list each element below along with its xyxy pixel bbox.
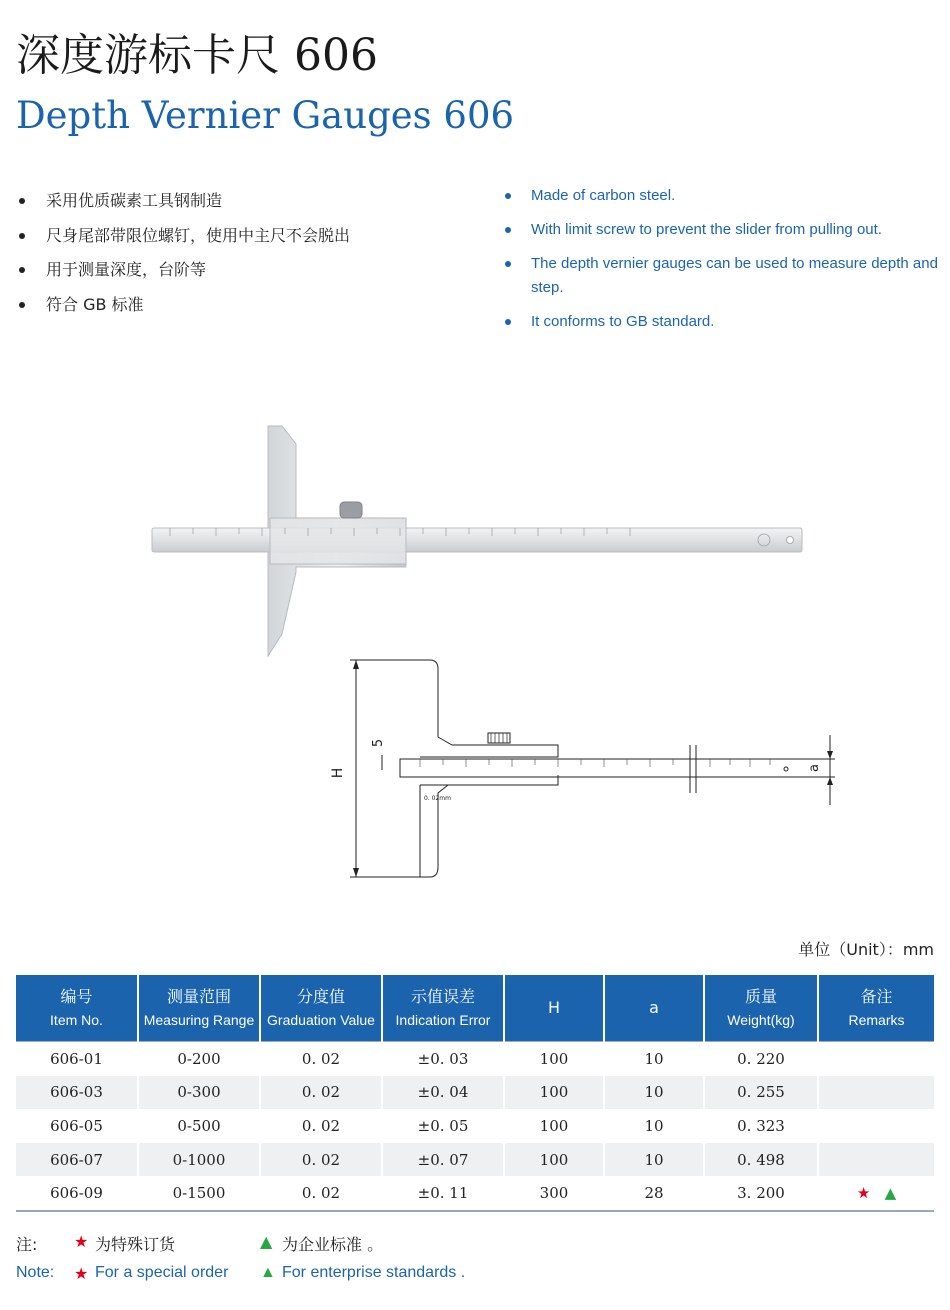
drawing-label-5: 5 <box>371 738 386 748</box>
cell-error: ±0. 11 <box>382 1176 504 1211</box>
cell-h: 100 <box>504 1076 604 1110</box>
drawing-label-h: H <box>330 767 346 779</box>
page-title-cn: 深度游标卡尺 606 <box>16 30 378 81</box>
note-cn-label: 注: <box>16 1235 38 1254</box>
cell-h: 100 <box>504 1042 604 1076</box>
technical-drawing <box>330 655 850 895</box>
cell-a: 28 <box>604 1176 704 1211</box>
drawing-label-resolution: 0. 02mm <box>424 795 451 802</box>
header-remarks: 备注 Remarks <box>818 975 934 1042</box>
cell-remarks <box>818 1076 934 1110</box>
header-measuring-range: 测量范围 Measuring Range <box>138 975 260 1042</box>
cell-a: 10 <box>604 1076 704 1110</box>
feature-cn-item: 符合 GB 标准 <box>18 288 350 323</box>
spec-table <box>16 975 934 1212</box>
cell-range: 0-1500 <box>138 1176 260 1211</box>
cell-graduation: 0. 02 <box>260 1143 382 1177</box>
table-row <box>16 1143 934 1177</box>
cell-remarks <box>818 1143 934 1177</box>
note-cn-star-text: 为特殊订货 <box>95 1235 176 1254</box>
cell-h: 100 <box>504 1109 604 1143</box>
feature-cn-item: 尺身尾部带限位螺钉，使用中主尺不会脱出 <box>18 219 350 254</box>
product-photo <box>150 422 810 662</box>
header-graduation: 分度值 Graduation Value <box>260 975 382 1042</box>
cell-h: 100 <box>504 1143 604 1177</box>
cell-a: 10 <box>604 1109 704 1143</box>
feature-en-item: With limit screw to prevent the slider from pulling out. <box>503 218 943 242</box>
cell-remarks <box>818 1109 934 1143</box>
note-en-star-text: For a special order <box>95 1264 229 1281</box>
cell-item-no: 606-05 <box>16 1109 138 1143</box>
header-h: H <box>504 975 604 1042</box>
cell-range: 0-300 <box>138 1076 260 1110</box>
cell-weight: 0. 323 <box>704 1109 818 1143</box>
cell-graduation: 0. 02 <box>260 1076 382 1110</box>
header-a: a <box>604 975 704 1042</box>
cell-weight: 0. 255 <box>704 1076 818 1110</box>
table-row <box>16 1109 934 1143</box>
cell-item-no: 606-01 <box>16 1042 138 1076</box>
cell-range: 0-1000 <box>138 1143 260 1177</box>
cell-item-no: 606-03 <box>16 1076 138 1110</box>
table-row <box>16 1042 934 1076</box>
cell-weight: 3. 200 <box>704 1176 818 1211</box>
note-en-star-icon: ★ <box>74 1266 89 1283</box>
cell-a: 10 <box>604 1143 704 1177</box>
note-cn-triangle-icon: ▲ <box>260 1232 273 1251</box>
header-indication-error: 示值误差 Indication Error <box>382 975 504 1042</box>
feature-en-item: It conforms to GB standard. <box>503 310 943 334</box>
note-en-triangle-icon: ▲ <box>260 1264 276 1281</box>
unit-label: 单位（Unit）：mm <box>798 940 934 959</box>
note-en-triangle-text: For enterprise standards . <box>282 1264 466 1281</box>
cell-item-no: 606-07 <box>16 1143 138 1177</box>
cell-a: 10 <box>604 1042 704 1076</box>
cell-graduation: 0. 02 <box>260 1042 382 1076</box>
cell-remarks <box>818 1042 934 1076</box>
header-item-no: 编号 Item No. <box>16 975 138 1042</box>
feature-list-cn <box>18 184 350 322</box>
cell-h: 300 <box>504 1176 604 1211</box>
feature-en-item: The depth vernier gauges can be used to measure depth and step. <box>503 252 943 300</box>
cell-graduation: 0. 02 <box>260 1109 382 1143</box>
drawing-label-a: a <box>807 764 822 772</box>
cell-error: ±0. 05 <box>382 1109 504 1143</box>
note-en-label: Note: <box>16 1264 55 1281</box>
cell-graduation: 0. 02 <box>260 1176 382 1211</box>
table-row <box>16 1076 934 1110</box>
enterprise-standard-triangle-icon: ▲ <box>884 1184 897 1203</box>
cell-remarks <box>818 1176 934 1211</box>
page-title-en: Depth Vernier Gauges 606 <box>16 94 515 137</box>
cell-weight: 0. 220 <box>704 1042 818 1076</box>
header-weight: 质量 Weight(kg) <box>704 975 818 1042</box>
special-order-star-icon: ★ <box>856 1184 871 1203</box>
cell-weight: 0. 498 <box>704 1143 818 1177</box>
cell-range: 0-200 <box>138 1042 260 1076</box>
feature-list-en <box>503 184 943 344</box>
table-row <box>16 1176 934 1211</box>
cell-range: 0-500 <box>138 1109 260 1143</box>
cell-error: ±0. 03 <box>382 1042 504 1076</box>
table-header-row <box>16 975 934 1042</box>
feature-en-item: Made of carbon steel. <box>503 184 943 208</box>
cell-error: ±0. 04 <box>382 1076 504 1110</box>
cell-error: ±0. 07 <box>382 1143 504 1177</box>
note-cn-triangle-text: 为企业标准 。 <box>282 1235 384 1254</box>
feature-cn-item: 用于测量深度，台阶等 <box>18 253 350 288</box>
cell-item-no: 606-09 <box>16 1176 138 1211</box>
note-cn-star-icon: ★ <box>74 1232 89 1251</box>
feature-cn-item: 采用优质碳素工具钢制造 <box>18 184 350 219</box>
